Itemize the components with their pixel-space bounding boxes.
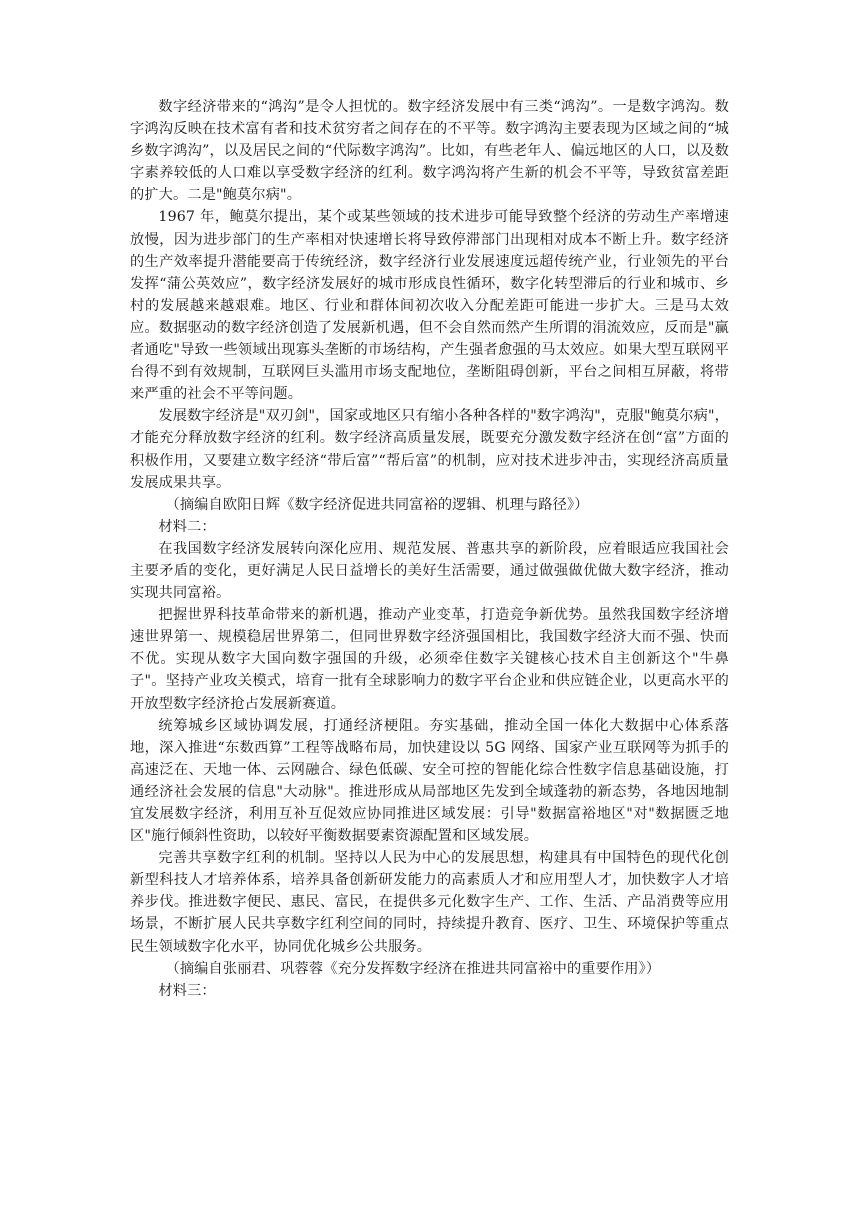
paragraph-regional-coordination: 统筹城乡区域协调发展，打通经济梗阻。夯实基础，推动全国一体化大数据中心体系落地，深入推进“东数西算”工程等战略布局，加快建设以 5G 网络、国家产业互联网等为抓手的高速泛在、天地一体、云网融合、绿色低碳、安全可控的智能化综合性数字信息基础设施，打通经济社会发展的信息"大动脉"。推进形成从局部地区先发到全域蓬勃的新态势，各地因地制宜发展数字经济，利用互补互促效应协同推进区域发展：引导"数据富裕地区"对"数据匮乏地区"施行倾斜性资助，以较好平衡数据要素资源配置和区域发展。 <box>130 717 729 845</box>
material-three-label: 材料三： <box>158 982 216 999</box>
paragraph-tech-revolution: 把握世界科技革命带来的新机遇，推动产业变革，打造竞争新优势。虽然我国数字经济增速世界第一、规模稳居世界第二，但同世界数字经济强国相比，我国数字经济大而不强、快而不优。实现从数字大国向数字强国的升级，必须牵住数字关键核心技术自主创新这个"牛鼻子"。坚持产业攻关模式，培育一批有全球影响力的数字平台企业和供应链企业，以更高水平的开放型数字经济抢占发展新赛道。 <box>130 607 729 712</box>
source-citation-1: （摘编自欧阳日辉《数字经济促进共同富裕的逻辑、机理与路径》） <box>165 496 589 513</box>
source-citation-2: （摘编自张丽君、巩蓉蓉《充分发挥数字经济在推进共同富裕中的重要作用》） <box>165 960 661 977</box>
paragraph-digital-gap: 数字经济带来的“鸿沟”是令人担忧的。数字经济发展中有三类“鸿沟”。一是数字鸿沟。数字鸿沟反映在技术富有者和技术贫穷者之间存在的不平等。数字鸿沟主要表现为区域之间的“城乡数字鸿沟”，以及居民之间的“代际数字鸿沟”。比如，有些老年人、偏远地区的人口，以及数字素养较低的人口难以享受数字经济的红利。数字鸿沟将产生新的机会不平等，导致贫富差距的扩大。二是"鲍莫尔病"。 <box>130 99 729 204</box>
material-two-label: 材料二： <box>158 518 216 535</box>
paragraph-baumol: 1967 年，鲍莫尔提出，某个或某些领域的技术进步可能导致整个经济的劳动生产率增速放慢，因为进步部门的生产率相对快速增长将导致停滞部门出现相对成本不断上升。数字经济的生产效率提升潜能要高于传统经济，数字经济行业发展速度远超传统产业，行业领先的平台发挥“蒲公英效应”，数字经济发展好的城市形成良性循环，数字化转型滞后的行业和城市、乡村的发展越来越艰难。地区、行业和群体间初次收入分配差距可能进一步扩大。三是马太效应。数据驱动的数字经济创造了发展新机遇，但不会自然而然产生所谓的涓流效应，反而是"赢者通吃"导致一些领域出现寡头垄断的市场结构，产生强者愈强的马太效应。如果大型互联网平台得不到有效规制，互联网巨头滥用市场支配地位，垄断阻碍创新，平台之间相互屏蔽，将带来严重的社会不平等问题。 <box>130 209 729 403</box>
paragraph-sharing-mechanism: 完善共享数字红利的机制。坚持以人民为中心的发展思想，构建具有中国特色的现代化创新型科技人才培养体系，培养具备创新研发能力的高素质人才和应用型人才，加快数字人才培养步伐。推进数字便民、惠民、富民，在提供多元化数字生产、工作、生活、产品消费等应用场景，不断扩展人民共享数字红利空间的同时，持续提升教育、医疗、卫生、环境保护等重点民生领域数字化水平，协同优化城乡公共服务。 <box>130 850 729 955</box>
paragraph-double-edged: 发展数字经济是"双刃剑"，国家或地区只有缩小各种各样的"数字鸿沟"，克服"鲍莫尔病"，才能充分释放数字经济的红利。数字经济高质量发展，既要充分激发数字经济在创“富”方面的积极作用，又要建立数字经济“带后富”“帮后富”的机制，应对技术进步冲击，实现经济高质量发展成果共享。 <box>130 408 729 491</box>
document-body <box>130 96 729 1002</box>
paragraph-new-stage: 在我国数字经济发展转向深化应用、规范发展、普惠共享的新阶段，应着眼适应我国社会主要矛盾的变化，更好满足人民日益增长的美好生活需要，通过做强做优做大数字经济，推动实现共同富裕。 <box>130 540 729 602</box>
